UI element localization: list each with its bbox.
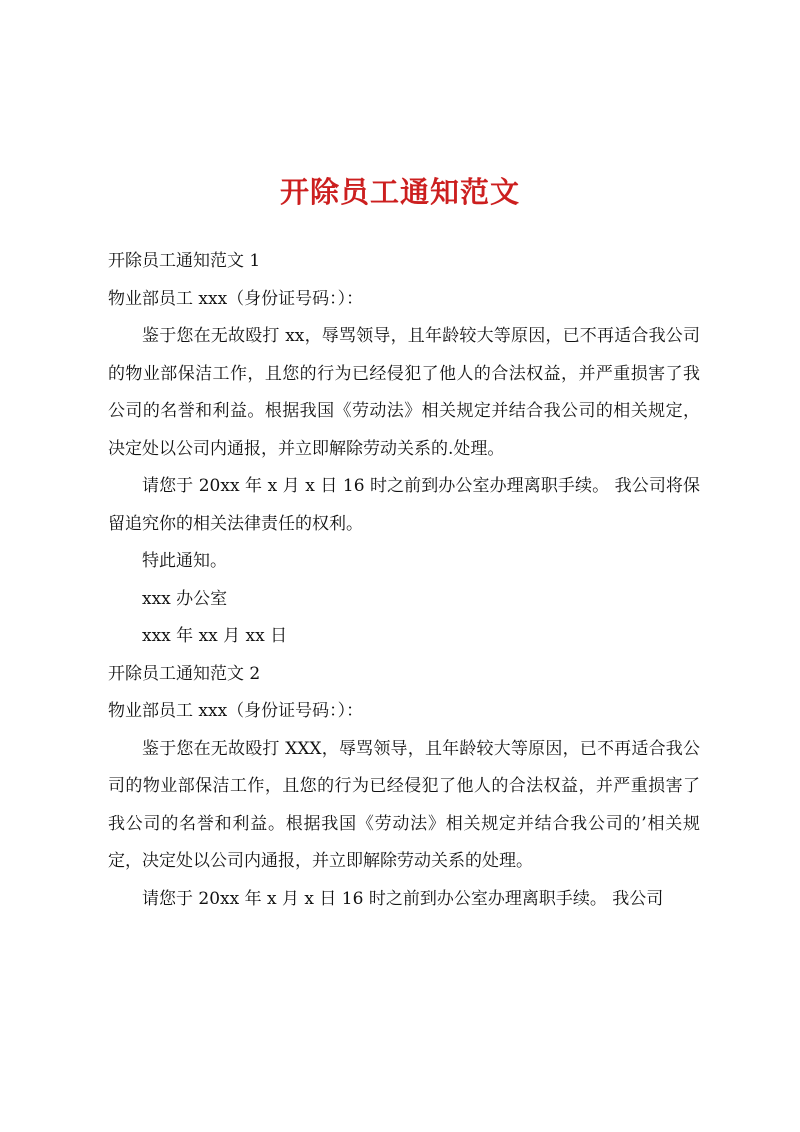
section-1-closing: 特此通知。 — [142, 551, 227, 571]
section-1-date: xxx 年 xx 月 xx 日 — [142, 626, 288, 646]
document-body — [108, 243, 700, 918]
document-title: 开除员工通知范文 — [279, 175, 520, 209]
section-1-paragraph-2: 请您于 20xx 年 x 月 x 日 16 时之前到办公室办理离职手续。 我公司将保留追究你的相关法律责任的权利。 — [108, 476, 700, 534]
section-1-heading: 开除员工通知范文 1 — [108, 251, 261, 271]
section-2-paragraph-1: 鉴于您在无故殴打 XXX，辱骂领导，且年龄较大等原因，已不再适合我公司的物业部保洁工作，且您的行为已经侵犯了他人的合法权益，并严重损害了我公司的名誉和利益。根据我国《劳动法》相关规定并结合我公司的’相关规定，决定处以公司内通报，并立即解除劳动关系的处理。 — [108, 738, 700, 871]
section-2-heading: 开除员工通知范文 2 — [108, 663, 261, 684]
section-1-signature: xxx 办公室 — [142, 588, 228, 609]
section-2-salutation: 物业部员工 xxx（身份证号码：）： — [108, 701, 364, 721]
section-1-paragraph-1: 鉴于您在无故殴打 xx，辱骂领导，且年龄较大等原因，已不再适合我公司的物业部保洁工作，且您的行为已经侵犯了他人的合法权益，并严重损害了我公司的名誉和利益。根据我国《劳动法》相关规定并结合我公司的相关规定，决定处以公司内通报，并立即解除劳动关系的.处理。 — [108, 326, 700, 459]
section-2-paragraph-2: 请您于 20xx 年 x 月 x 日 16 时之前到办公室办理离职手续。 我公司 — [142, 888, 664, 909]
section-1-salutation: 物业部员工 xxx（身份证号码：）： — [108, 288, 364, 309]
